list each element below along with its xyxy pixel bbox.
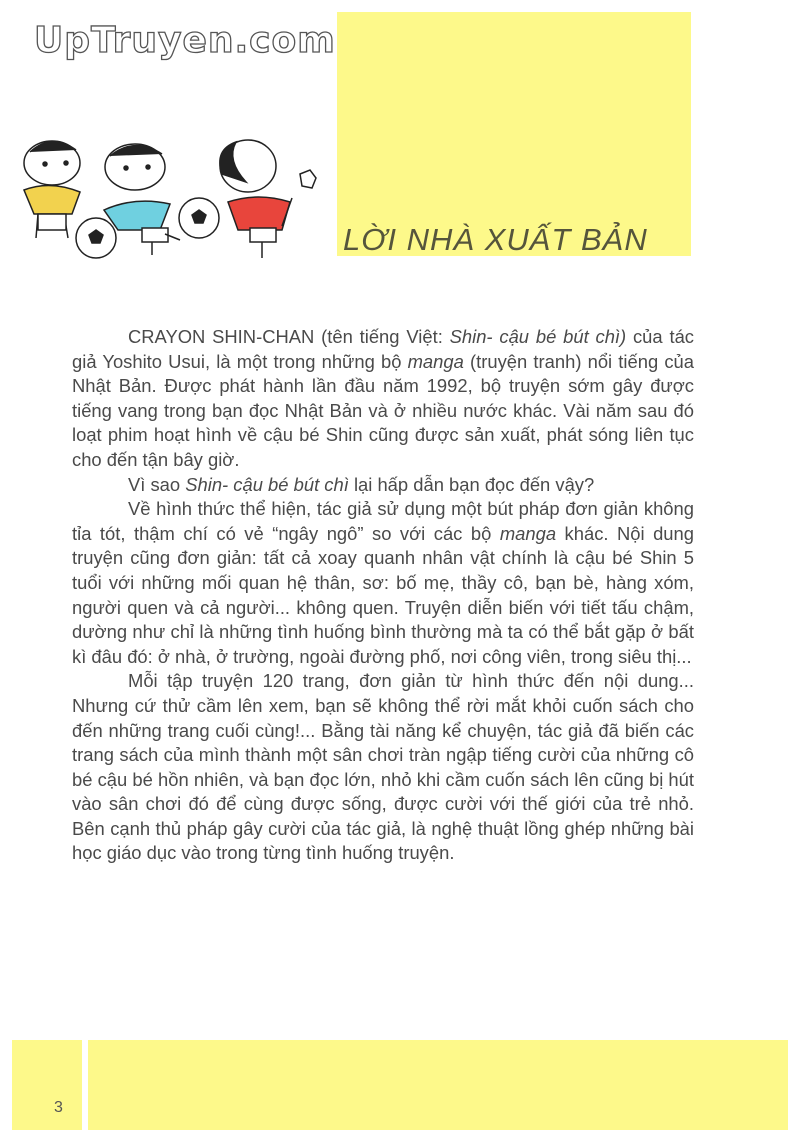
paragraph: Về hình thức thể hiện, tác giả sử dụng một bút pháp đơn giản không tỉa tót, thậm chí có vẻ “ngây ngô” so với các bộ manga khác. Nội dung truyện cũng đơn giản: tất cả xoay quanh nhân vật chính là cậu bé Shin 5 tuổi với những mối quan hệ thân, sơ: bố mẹ, thầy cô, bạn bè, hàng xóm, người quen và cả người... không quen. Truyện diễn biến với tiết tấu chậm, dường như chỉ là những tình huống bình thường mà ta có thể bắt gặp ở bất kì đâu đó: ở nhà, ở trường, ngoài đường phố, nơi công viên, trong siêu thị...: [72, 498, 694, 667]
footer-page-box: [12, 1040, 82, 1130]
page-title: LỜI NHÀ XUẤT BẢN: [343, 222, 648, 257]
soccer-ball-icon: [76, 218, 116, 258]
watermark-logo: UpTruyen.com: [34, 20, 336, 61]
body-text: [72, 325, 694, 866]
star-icon: [300, 170, 316, 188]
paragraph: Mỗi tập truyện 120 trang, đơn giản từ hình thức đến nội dung... Nhưng cứ thử cầm lên xem, bạn sẽ không thể rời mắt khỏi cuốn sách cho đến những trang cuối cùng!... Bằng tài năng kể chuyện, tác giả đã biến các trang sách của mình thành một sân chơi tràn ngập tiếng cười của những cô bé cậu bé hồn nhiên, và bạn đọc lớn, nhỏ khi cầm cuốn sách lên cũng bị hút vào sân chơi đó để cùng được sống, được cười với thế giới của trẻ nhỏ. Bên cạnh thủ pháp gây cười của tác giả, là nghệ thuật lồng ghép những bài học giáo dục vào trong từng tình huống truyện.: [72, 670, 694, 864]
title-highlight-box: [337, 12, 691, 256]
soccer-ball-icon: [179, 198, 219, 238]
paragraph: Vì sao Shin- cậu bé bút chì lại hấp dẫn bạn đọc đến vậy?: [128, 473, 595, 495]
page-number: 3: [54, 1099, 63, 1116]
footer-bar: [88, 1040, 788, 1130]
figure-red-icon: [220, 140, 292, 258]
figure-yellow-icon: [24, 141, 80, 238]
paragraph: CRAYON SHIN-CHAN (tên tiếng Việt: Shin- cậu bé bút chì) của tác giả Yoshito Usui, là một trong những bộ manga (truyện tranh) nổi tiếng của Nhật Bản. Được phát hành lần đầu năm 1992, bộ truyện sớm gây được tiếng vang trong bạn đọc Nhật Bản và ở nhiều nước khác. Vài năm sau đó loạt phim hoạt hình về cậu bé Shin cũng được sản xuất, phát sóng liên tục cho đến tận bây giờ.: [72, 326, 694, 470]
shin-chan-soccer-illustration: [0, 130, 330, 260]
